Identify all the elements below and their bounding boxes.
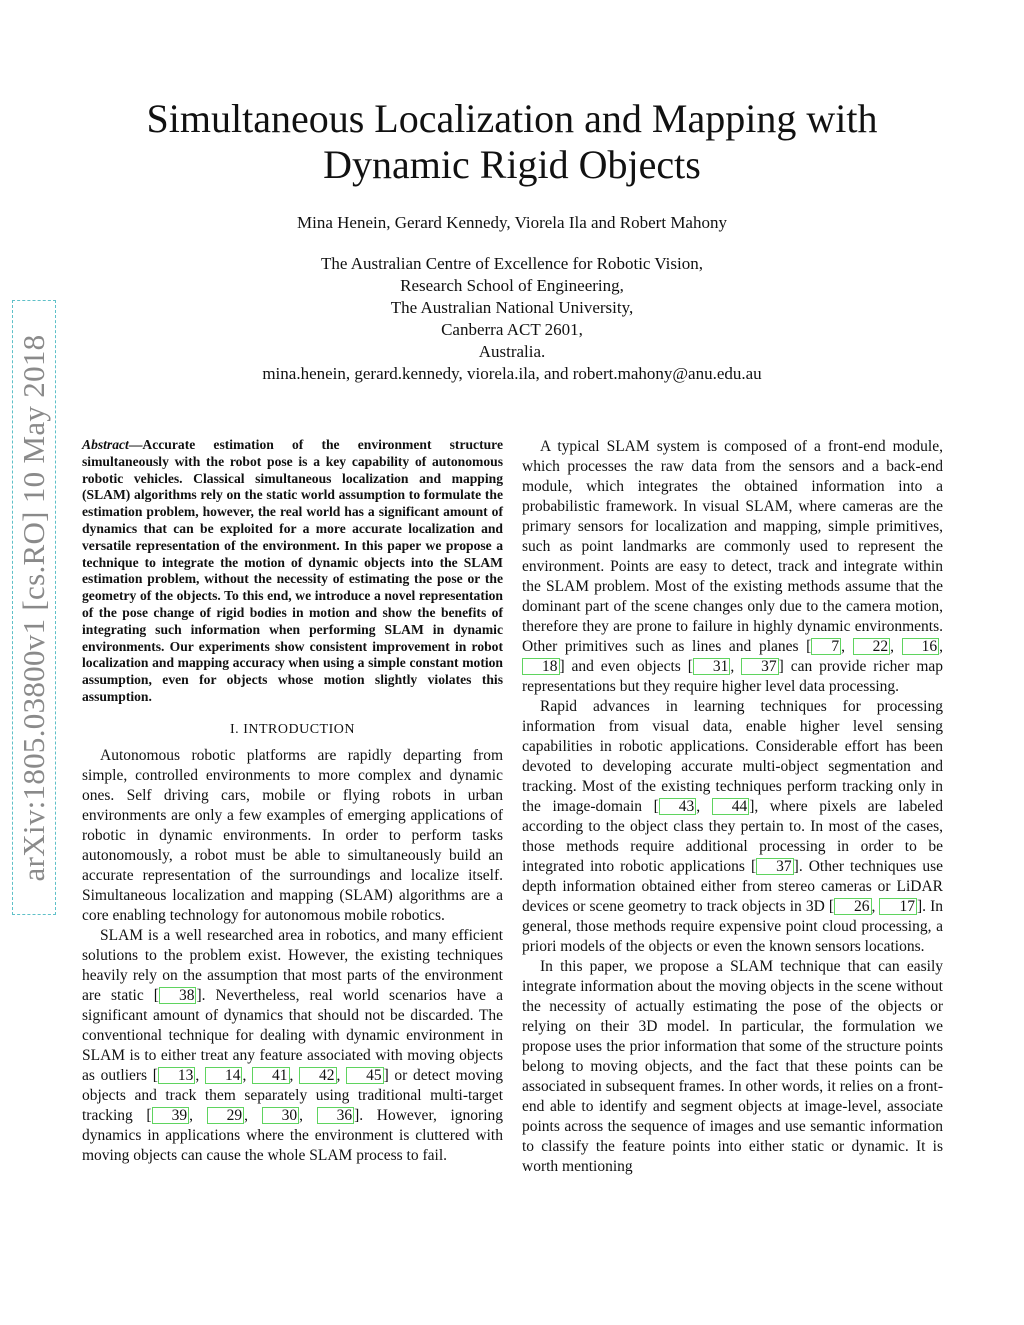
right-column [522, 437, 943, 1177]
citation-link[interactable]: 13 [158, 1067, 196, 1084]
citation-link[interactable]: 30 [262, 1107, 300, 1124]
text-run: ]. Nevertheless, real world scenarios have a significant amount of dynamics that should not be discarded. The conventional technique for dealing with dynamic environment in SLAM is to either treat any feature associated with moving objects as outliers [ [82, 986, 503, 1084]
intro-paragraph-1: Autonomous robotic platforms are rapidly departing from simple, controlled environments to more complex and dynamic ones. Self driving cars, mobile or flying robots in urban environments are only a few examples of emerging applications of robotic in dynamic environments. In order to perform tasks autonomously, a robot must be able to simultaneously build an accurate representation of the surroundings and localize itself. Simultaneous localization and mapping (SLAM) algorithms are a core enabling technology for autonomous mobile robotics. [82, 746, 503, 924]
citation-link[interactable]: 7 [811, 638, 841, 655]
abstract [82, 437, 503, 706]
text-run: ]. However, ignoring dynamics in applications where the environment is cluttered with moving objects can cause the whole SLAM process to fail. [82, 1106, 504, 1164]
citation-link[interactable]: 42 [299, 1067, 337, 1084]
citation-link[interactable]: 39 [152, 1107, 190, 1124]
citation-link[interactable]: 31 [693, 658, 731, 675]
citation-link[interactable]: 44 [712, 798, 750, 815]
citation-link[interactable]: 29 [207, 1107, 245, 1124]
abstract-label: Abstract [82, 437, 129, 452]
affiliation [90, 253, 934, 385]
text-run: SLAM is a well researched area in robotics, and many efficient solutions to the problem exist. However, the existing techniques heavily rely on the assumption that most parts of the environment are static [ [82, 926, 503, 1004]
text-run: ] or detect moving objects and track them separately using traditional multi-target tracking [ [82, 1066, 504, 1124]
right-paragraph-2: Rapid advances in learning techniques for processing information from visual data, enable higher level sensing capabilities in robotic applications. Considerable effort has been devoted to developing accurate multi-object segmentation and tracking. Most of the existing techniques perform tracking only in the image-domain [ 43 , 44 ], where pixels are labeled according to the object class they pertain to. In most of the cases, those methods require additional processing in order to be integrated into robotic applications [ 37 ]. Other techniques use depth information obtained either from stereo cameras or LiDAR devices or scene geometry to track objects in 3D [ 26 , 17 ]. In general, those methods require expensive point cloud processing, a priori models of the objects or even the known sensors locations. [522, 698, 944, 955]
paper-title [90, 96, 934, 188]
citation-link[interactable]: 41 [252, 1067, 290, 1084]
arxiv-identifier: arXiv:1805.03800v1 [cs.RO] 10 May 2018 [16, 334, 51, 881]
left-column [82, 437, 503, 1166]
citation-link[interactable]: 43 [659, 798, 697, 815]
citation-link[interactable]: 16 [902, 638, 940, 655]
citation-link[interactable]: 18 [522, 658, 560, 675]
text-run: ] and even objects [ [559, 658, 693, 675]
affiliation-line: Australia. [478, 342, 546, 361]
citation-link[interactable]: 22 [853, 638, 891, 655]
text-run: ]. Other techniques use depth information obtained either from stereo cameras or LiDAR devices or scene geometry to track objects in 3D [ [522, 858, 944, 915]
section-heading-introduction [82, 720, 503, 740]
abstract-dash: — [128, 437, 143, 452]
section-first-letter: I [243, 721, 249, 737]
email-line: mina.henein, gerard.kennedy, viorela.ila, and robert.mahony@anu.edu.au [262, 364, 762, 383]
citation-link[interactable]: 14 [205, 1067, 243, 1084]
abstract-text: Accurate estimation of the environment structure simultaneously with the robot pose is a key capability of autonomous robotic vehicles. Classical simultaneous localization and mapping (SLAM) algorithms rely on the static world assumption to formulate the estimation problem, however, the real world has a significant amount of dynamics that can be exploited for a more accurate localization and versatile representation of the environment. In this paper we propose a technique to integrate the motion of dynamic objects into the SLAM estimation problem, without the necessity of estimating the pose or the geometry of the objects. To this end, we introduce a novel representation of the pose change of rigid bodies in motion and show the benefits of integrating such information when performing SLAM in dynamic environments. Our experiments show consistent improvement in robot localization and mapping accuracy when using a simple constant motion assumption, even for objects whose motion slightly violates this assumption. [82, 437, 503, 704]
affiliation-line: Research School of Engineering, [400, 276, 624, 295]
text-run: Rapid advances in learning techniques for processing information from visual data, enable higher level sensing capabilities in robotic applications. Considerable effort has been devoted to developing accurate multi-object segmentation and tracking. Most of the existing techniques perform tracking only in the image-domain [ [522, 698, 943, 815]
text-run: ], where pixels are labeled according to the object class they pertain to. In most of the cases, those methods require additional processing in order to be integrated into robotic applications [ [522, 798, 944, 875]
affiliation-line: The Australian National University, [390, 298, 634, 317]
section-number: I. [230, 721, 244, 737]
section-title-rest: NTRODUCTION [248, 721, 355, 737]
citation-link[interactable]: 38 [159, 987, 197, 1004]
citation-link[interactable]: 37 [741, 658, 779, 675]
citation-link[interactable]: 26 [834, 898, 872, 915]
title-line-1: Simultaneous Localization and Mapping with [146, 96, 878, 141]
arxiv-identifier-box [12, 300, 56, 915]
affiliation-line: Canberra ACT 2601, [441, 320, 583, 339]
text-run: ]. In general, those methods require expensive point cloud processing, a priori models of the objects or even the known sensors locations. [522, 898, 943, 955]
citation-link[interactable]: 45 [346, 1067, 384, 1084]
right-paragraph-1: A typical SLAM system is composed of a front-end module, which processes the raw data from the sensors and a back-end module, which integrates the obtained information into a probabilistic framework. In visual SLAM, where cameras are the primary sensors for localization and mapping, simple primitives, such as point landmarks are commonly used to represent the environment. Points are easy to detect, track and integrate within the SLAM problem. Most of the existing methods assume that the dominant part of the scene changes only due to the camera motion, therefore they are prone to failure in highly dynamic environments. Other primitives such as lines and planes [ 7 , 22 , 16 , 18 ] and even objects [ 31 , 37 ] can provide richer map representations but they require higher level data processing. [522, 438, 944, 695]
affiliation-line: The Australian Centre of Excellence for Robotic Vision, [320, 254, 703, 273]
text-run: A typical SLAM system is composed of a front-end module, which processes the raw data from the sensors and a back-end module, which integrates the obtained information into a probabilistic framework. In visual SLAM, where cameras are the primary sensors for localization and mapping, simple primitives, such as point landmarks are commonly used to represent the environment. Points are easy to detect, track and integrate within the SLAM problem. Most of the existing methods assume that the dominant part of the scene changes only due to the camera motion, therefore they are prone to failure in highly dynamic environments. Other primitives such as lines and planes [ [522, 438, 943, 655]
intro-paragraph-2: SLAM is a well researched area in robotics, and many efficient solutions to the problem exist. However, the existing techniques heavily rely on the assumption that most parts of the environment are static [ 38 ]. Nevertheless, real world scenarios have a significant amount of dynamics that should not be discarded. The conventional technique for dealing with dynamic environment in SLAM is to either treat any feature associated with moving objects as outliers [ 13 , 14 , 41 , 42 , 45 ] or detect moving objects and track them separately using traditional multi-target tracking [ 39 , 29 , 30 , 36 ]. However, ignoring dynamics in applications where the environment is cluttered with moving objects can cause the whole SLAM process to fail. [82, 926, 504, 1164]
citation-link[interactable]: 17 [879, 898, 917, 915]
citation-link[interactable]: 36 [317, 1107, 355, 1124]
title-line-2: Dynamic Rigid Objects [323, 142, 701, 187]
citation-link[interactable]: 37 [756, 858, 794, 875]
text-run: ] can provide richer map representations but they require higher level data processing. [522, 658, 944, 695]
right-paragraph-3: In this paper, we propose a SLAM technique that can easily integrate information about the moving objects in the scene without the necessity of actually estimating the pose of the objects or relying on their 3D model. In particular, the formulation we propose uses the prior information that some of the structure points belong to moving objects, and the fact that these points can be associated in subsequent frames. In other words, it relies on a front-end able to identify and segment objects at image-level, associate points across the sequence of images and use semantic information to classify the feature points into either static or dynamic. It is worth mentioning [522, 958, 943, 1175]
authors: Mina Henein, Gerard Kennedy, Viorela Ila and Robert Mahony [297, 213, 727, 232]
